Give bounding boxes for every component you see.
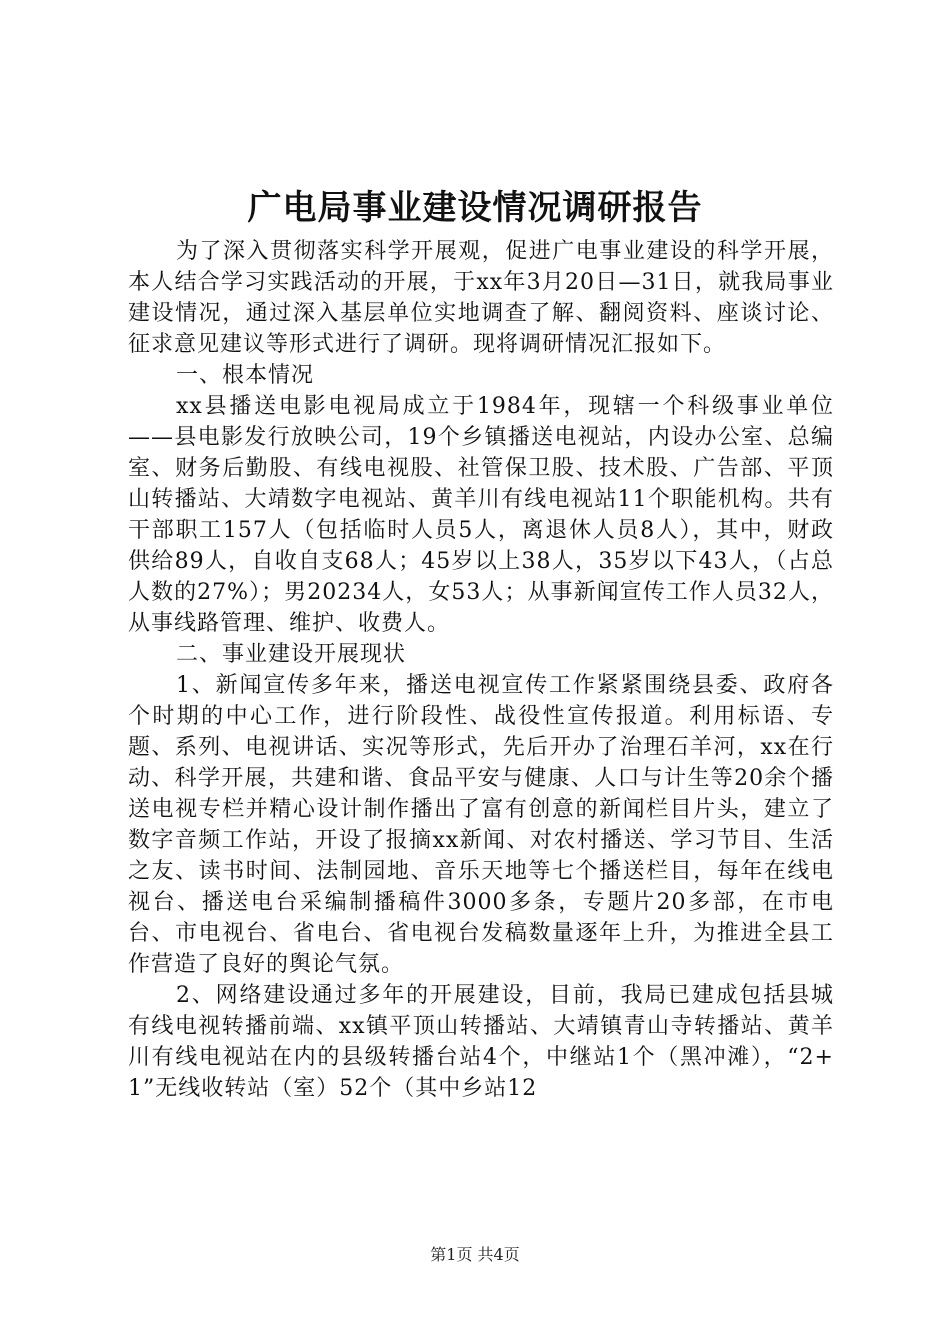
document-body bbox=[128, 236, 834, 1104]
document-title: 广电局事业建设情况调研报告 bbox=[247, 188, 703, 228]
network-construction-paragraph: 2、网络建设通过多年的开展建设，目前，我局已建成包括县城有线电视转播前端、xx镇平顶山转播站、大靖镇青山寺转播站、黄羊川有线电视站在内的县级转播台站4个，中继站1个（黑冲滩），“2+1”无线收转站（室）52个（其中乡站12 bbox=[128, 983, 834, 1101]
news-publicity-paragraph: 1、新闻宣传多年来，播送电视宣传工作紧紧围绕县委、政府各个时期的中心工作，进行阶段性、战役性宣传报道。利用标语、专题、系列、电视讲话、实况等形式，先后开办了治理石羊河，xx在行动、科学开展，共建和谐、食品平安与健康、人口与计生等20余个播送电视专栏并精心设计制作播出了富有创意的新闻栏目片头，建立了数字音频工作站，开设了报摘xx新闻、对农村播送、学习节目、生活之友、读书时间、法制园地、音乐天地等七个播送栏目，每年在线电视台、播送电台采编制播稿件3000多条，专题片20多部，在市电台、市电视台、省电台、省电视台发稿数量逐年上升，为推进全县工作营造了良好的舆论气氛。 bbox=[128, 673, 834, 977]
section-heading-basic-situation: 一、根本情况 bbox=[176, 363, 315, 388]
section-heading-development-status: 二、事业建设开展现状 bbox=[176, 642, 407, 667]
page-footer: 第1页 共4页 bbox=[430, 1245, 520, 1264]
intro-paragraph: 为了深入贯彻落实科学开展观，促进广电事业建设的科学开展，本人结合学习实践活动的开展，于xx年3月20日—31日，就我局事业建设情况，通过深入基层单位实地调查了解、翻阅资料、座谈讨论、征求意见建议等形式进行了调研。现将调研情况汇报如下。 bbox=[128, 239, 834, 357]
basic-situation-paragraph: xx县播送电影电视局成立于1984年，现辖一个科级事业单位——县电影发行放映公司，19个乡镇播送电视站，内设办公室、总编室、财务后勤股、有线电视股、社管保卫股、技术股、广告部、平顶山转播站、大靖数字电视站、黄羊川有线电视站11个职能机构。共有干部职工157人（包括临时人员5人，离退休人员8人），其中，财政供给89人，自收自支68人；45岁以上38人，35岁以下43人，（占总人数的27%）；男20234人，女53人；从事新闻宣传工作人员32人，从事线路管理、维护、收费人。 bbox=[128, 394, 834, 636]
